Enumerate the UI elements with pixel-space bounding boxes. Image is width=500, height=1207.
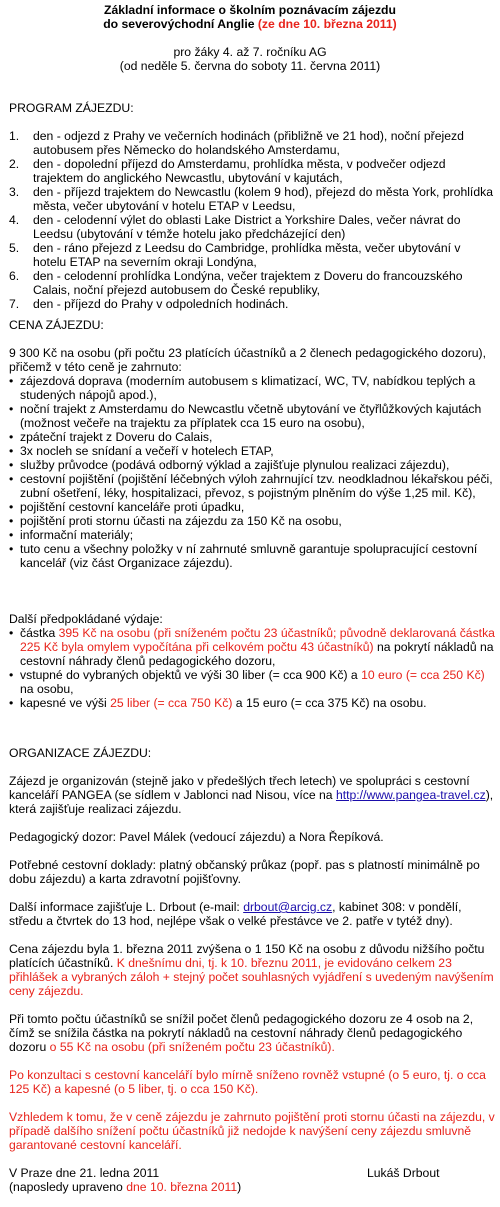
consultation-paragraph: Po konzultaci s cestovní kanceláří bylo mírně sníženo rovněž vstupné (o 5 euro, tj. o cca 125 Kč) a kapesné (o 5 liber, tj. o cca 150 Kč). (9, 1068, 486, 1096)
supervision-paragraph: Při tomto počtu účastníků se snížil počet členů pedagogického dozoru ze 4 osob na 2, čímž se snížila částka na pokrytí nákladů na cestovní náhrady členů pedagogického dozoru o 55 Kč na osobu (při sníženém počtu 23 účastníků). (9, 1012, 474, 1054)
price-included-list (9, 374, 495, 570)
last-updated: (naposledy upraveno dne 10. března 2011) (9, 1180, 242, 1194)
list-item: • cestovní pojištění (pojištění léčebných výloh zahrnující tzv. neodkladnou lékařskou péči, zubní ošetření, léky, hospitalizaci, převoz, s pojistným plněním do výše 1,25 mil. Kč), (9, 472, 493, 500)
contact-paragraph: Další informace zajišťuje L. Drbout (e-mail: drbout@arcig.cz, kabinet 308: v pondělí, středu a čtvrtek do 13 hod, nejlépe však o velké přestávce ve 2. patře v tytéž dny). (9, 900, 462, 928)
supervisors-paragraph: Pedagogický dozor: Pavel Málek (vedoucí zájezdu) a Nora Řepíková. (9, 830, 384, 844)
place-date: V Praze dne 21. ledna 2011 (9, 1166, 160, 1180)
subtitle-dates: (od neděle 5. června do soboty 11. června 2011) (119, 59, 381, 73)
organization-heading: ORGANIZACE ZÁJEZDU: (9, 746, 152, 760)
title-line-2: do severovýchodní Anglie (ze dne 10. března 2011) (103, 17, 397, 31)
list-item: • zájezdová doprava (moderním autobusem s klimatizací, WC, TV, nabídkou teplých a studených nápojů apod.), (9, 374, 476, 402)
program-heading: PROGRAM ZÁJEZDU: (9, 101, 134, 115)
list-item: • zpáteční trajekt z Doveru do Calais, (9, 430, 213, 444)
extra-expenses-heading: Další předpokládané výdaje: (9, 612, 163, 626)
list-item: • tuto cenu a všechny položky v ní zahrnuté smluvně garantuje spolupracující cestovní kancelář (viz část Organizace zájezdu). (9, 542, 478, 570)
program-item: 4. den - celodenní výlet do oblasti Lake District a Yorkshire Dales, večer návrat do Leedsu (ubytování v témže hotelu jako předcházející den) (9, 213, 461, 241)
program-item: 5. den - ráno přejezd z Leedsu do Cambridge, prohlídka města, večer ubytování v hotelu ETAP na severním okraji Londýna, (9, 241, 461, 269)
organization-paragraph: Zájezd je organizován (stejně jako v předešlých třech letech) ve spolupráci s cestovní kanceláří PANGEA (se sídlem v Jablonci nad Nisou, více na http://www.pangea-travel.cz), která zajišťuje realizaci zájezdu. (9, 774, 494, 816)
list-item: • informační materiály; (9, 528, 134, 542)
pangea-link[interactable]: http://www.pangea-travel.cz (335, 788, 486, 802)
list-item: • pojištění proti stornu účasti na zájezdu za 150 Kč na osobu, (9, 514, 342, 528)
title-line-1: Základní informace o školním poznávacím zájezdu (104, 3, 396, 17)
list-item: • služby průvodce (podává odborný výklad a zajišťuje plynulou realizaci zájezdu), (9, 458, 450, 472)
insurance-paragraph: Vzhledem k tomu, že v ceně zájezdu je zahrnuto pojištění proti stornu účasti na zájezdu, v případě dalšího snížení počtu účastníků již nedojde k navýšení ceny zájezdu smluvně garantované cestovní kanceláří. (9, 1110, 495, 1152)
price-increase-paragraph: Cena zájezdu byla 1. března 2011 zvýšena o 1 150 Kč na osobu z důvodu nižšího počtu platících účastníků. K dnešnímu dni, tj. k 10. březnu 2011, je evidováno celkem 23 přihlášek a vybraných záloh + stejný počet souhlasných vyjádření s uvedeným navýšením ceny zájezdu. (9, 942, 494, 998)
price-intro: 9 300 Kč na osobu (při počtu 23 platících účastníků a 2 členech pedagogického dozoru), přičemž v této ceně je zahrnuto: (9, 346, 486, 374)
list-item: • noční trajekt z Amsterdamu do Newcastlu včetně ubytování ve čtyřlůžkových kajutách (možnost večeře na trajektu za příplatek cca 15 euro na osobu), (9, 402, 482, 430)
title-date: (ze dne 10. března 2011) (257, 17, 397, 31)
program-item: 1. den - odjezd z Prahy ve večerních hodinách (přibližně ve 21 hod), noční přejezd autobusem přes Německo do holandského Amsterdamu, (9, 129, 464, 157)
program-item: 3. den - příjezd trajektem do Newcastlu (kolem 9 hod), přejezd do města York, prohlídka města, večer ubytování v hotelu ETAP v Leedsu, (9, 185, 493, 213)
email-link[interactable]: drbout@arcig.cz (243, 900, 333, 914)
list-item: • pojištění cestovní kanceláře proti úpadku, (9, 500, 245, 514)
program-item: 7. den - příjezd do Prahy v odpoledních hodinách. (9, 297, 289, 311)
list-item: • kapesné ve výši 25 liber (= cca 750 Kč) a 15 euro (= cca 375 Kč) na osobu. (9, 696, 427, 710)
author: Lukáš Drbout (367, 1166, 440, 1180)
program-list (9, 129, 495, 311)
price-heading: CENA ZÁJEZDU: (9, 318, 104, 332)
list-item: • částka 395 Kč na osobu (při sníženém počtu 23 účastníků; původně deklarovaná částka 225 Kč byla omylem vypočítána při celkovém počtu 43 účastníků) na pokrytí nákladů na cestovní náhrady členů pedagogického dozoru, (9, 626, 495, 668)
subtitle-students: pro žáky 4. až 7. ročníku AG (173, 45, 327, 59)
list-item: • vstupné do vybraných objektů ve výši 30 liber (= cca 900 Kč) a 10 euro (= cca 250 Kč) na osobu, (9, 668, 485, 696)
program-item: 6. den - celodenní prohlídka Londýna, večer trajektem z Doveru do francouzského Calais, noční přejezd autobusem do České republiky, (9, 269, 463, 297)
list-item: • 3x nocleh se snídaní a večeří v hotelech ETAP, (9, 444, 274, 458)
documents-paragraph: Potřebné cestovní doklady: platný občanský průkaz (popř. pas s platností minimálně po dobu zájezdu) a karta zdravotní pojišťovny. (9, 858, 480, 886)
program-item: 2. den - dopolední příjezd do Amsterdamu, prohlídka města, v podvečer odjezd trajektem do anglického Newcastlu, ubytování v kajutách, (9, 157, 446, 185)
extra-expenses-list (9, 626, 495, 710)
